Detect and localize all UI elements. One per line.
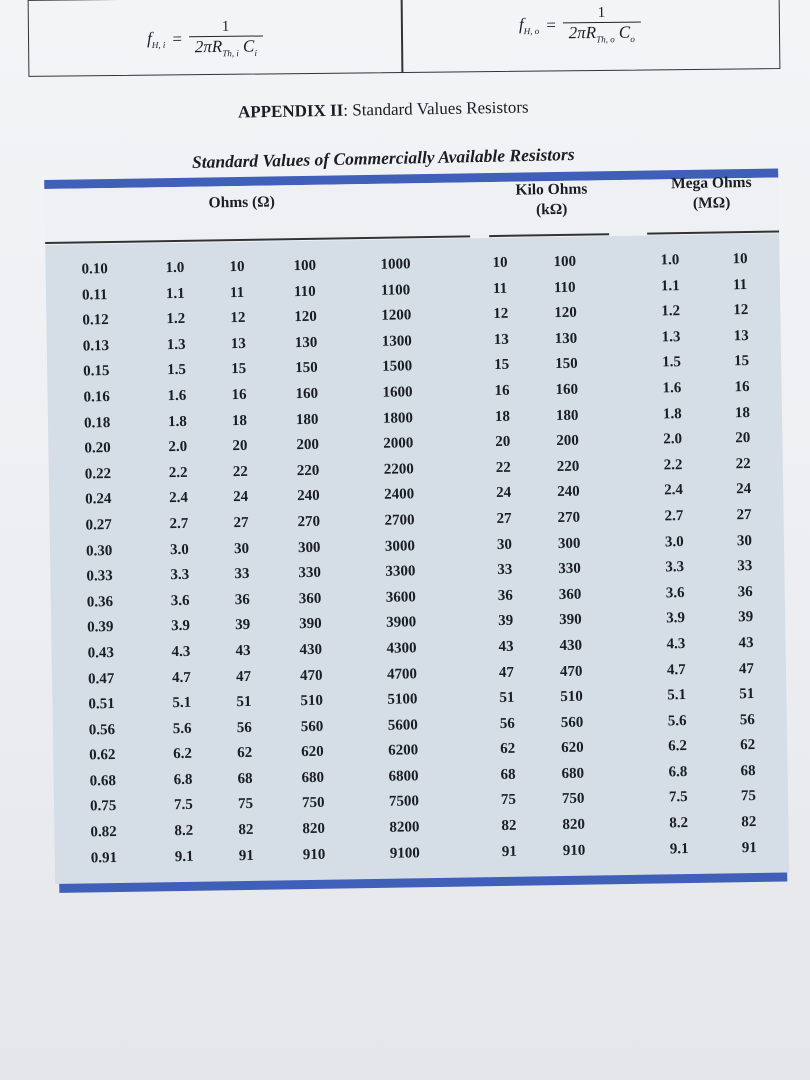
table-cell: 6.8 bbox=[668, 763, 688, 781]
table-cell: 4.3 bbox=[171, 643, 191, 661]
table-cell: 7500 bbox=[388, 793, 420, 811]
table-cell: 620 bbox=[561, 739, 584, 757]
table-cell: 390 bbox=[559, 611, 582, 629]
table-cell: 1.3 bbox=[661, 328, 681, 346]
table-rows bbox=[49, 251, 789, 877]
table-cell: 39 bbox=[738, 609, 754, 626]
table-cell: 120 bbox=[294, 308, 317, 326]
table-cell: 30 bbox=[233, 540, 250, 557]
table-cell: 43 bbox=[235, 642, 251, 660]
table-cell: 300 bbox=[297, 539, 321, 556]
table-cell: 2.0 bbox=[663, 431, 683, 448]
table-cell: 160 bbox=[295, 385, 319, 403]
table-cell: 1300 bbox=[381, 333, 412, 350]
formula-left-fraction bbox=[189, 18, 263, 58]
table-cell: 16 bbox=[494, 382, 510, 399]
table-cell: 1.3 bbox=[166, 336, 186, 353]
table-cell: 12 bbox=[733, 302, 749, 319]
table-cell: 0.56 bbox=[88, 721, 116, 739]
table-cell: 470 bbox=[559, 663, 583, 680]
table-cell: 30 bbox=[736, 532, 753, 549]
table-cell: 36 bbox=[234, 591, 250, 608]
table-cell: 470 bbox=[299, 667, 323, 684]
table-cell: 0.11 bbox=[81, 286, 108, 304]
table-cell: 15 bbox=[231, 361, 247, 378]
table-title: Standard Values of Commercially Available Resistors bbox=[191, 143, 575, 173]
table-cell: 91 bbox=[741, 839, 757, 856]
table-cell: 1.5 bbox=[662, 354, 682, 371]
table-cell: 620 bbox=[301, 744, 324, 761]
table-cell: 33 bbox=[737, 558, 753, 575]
table-cell: 68 bbox=[740, 762, 756, 780]
table-cell: 180 bbox=[555, 407, 579, 424]
table-cell: 5.6 bbox=[667, 712, 687, 730]
table-cell: 3300 bbox=[385, 563, 416, 580]
table-cell: 2700 bbox=[384, 512, 415, 529]
table-cell: 3.3 bbox=[170, 566, 190, 584]
table-cell: 180 bbox=[295, 411, 319, 428]
table-cell: 82 bbox=[501, 817, 517, 835]
table-cell: 8.2 bbox=[669, 815, 689, 832]
table-cell: 6.2 bbox=[173, 746, 193, 763]
table-cell: 91 bbox=[238, 847, 254, 864]
table-cell: 0.24 bbox=[85, 491, 112, 508]
table-cell: 47 bbox=[738, 660, 755, 677]
table-cell: 0.33 bbox=[86, 568, 113, 585]
table-cell: 0.13 bbox=[82, 337, 110, 355]
table-cell: 300 bbox=[557, 535, 581, 552]
table-cell: 4.3 bbox=[666, 635, 686, 653]
table-cell: 91 bbox=[501, 843, 517, 860]
table-cell: 18 bbox=[231, 412, 248, 429]
table-cell: 62 bbox=[500, 741, 516, 758]
table-cell: 0.68 bbox=[89, 772, 117, 790]
table-cell: 360 bbox=[298, 590, 322, 607]
table-cell: 75 bbox=[500, 792, 517, 809]
table-cell: 9.1 bbox=[669, 840, 689, 857]
table-cell: 390 bbox=[299, 616, 322, 633]
table-cell: 16 bbox=[231, 386, 247, 404]
table-cell: 43 bbox=[498, 638, 514, 655]
table-cell: 0.12 bbox=[82, 312, 109, 329]
table-cell: 1.5 bbox=[167, 362, 187, 379]
table-cell: 1800 bbox=[382, 409, 414, 427]
table-cell: 24 bbox=[496, 485, 512, 502]
table-cell: 18 bbox=[494, 408, 511, 425]
table-cell: 27 bbox=[233, 514, 249, 532]
table-cell: 20 bbox=[232, 438, 248, 455]
table-cell: 2.4 bbox=[664, 482, 684, 499]
table-cell: 4300 bbox=[386, 640, 417, 657]
table-cell: 68 bbox=[237, 770, 253, 787]
formula-left-lhs: $f_{H, i}$ bbox=[146, 28, 166, 51]
table-cell: 56 bbox=[236, 719, 252, 736]
table-cell: 3900 bbox=[386, 614, 417, 632]
table-cell: 0.39 bbox=[87, 619, 114, 636]
table-cell: 130 bbox=[294, 334, 318, 351]
table-cell: 3600 bbox=[385, 588, 416, 606]
table-cell: 0.15 bbox=[83, 363, 110, 380]
table-cell: 27 bbox=[496, 510, 512, 527]
table-cell: 0.10 bbox=[81, 261, 108, 278]
table-cell: 0.82 bbox=[90, 824, 117, 841]
table-cell: 820 bbox=[302, 820, 326, 838]
ohms-column-header: Ohms (Ω) bbox=[208, 193, 275, 212]
table-cell: 10 bbox=[732, 251, 748, 268]
table-cell: 1000 bbox=[380, 256, 411, 273]
table-cell: 36 bbox=[497, 587, 513, 604]
table-cell: 75 bbox=[237, 796, 254, 813]
formula-left bbox=[147, 18, 263, 59]
table-cell: 10 bbox=[492, 254, 508, 272]
table-cell: 0.22 bbox=[84, 465, 112, 483]
table-cell: 680 bbox=[561, 765, 585, 782]
table-cell: 1.1 bbox=[660, 277, 680, 294]
table-cell: 62 bbox=[237, 745, 253, 762]
table-cell: 30 bbox=[496, 536, 513, 553]
table-cell: 13 bbox=[733, 327, 749, 345]
table-cell: 0.75 bbox=[89, 798, 117, 815]
table-cell: 11 bbox=[229, 284, 245, 301]
table-cell: 27 bbox=[736, 506, 752, 524]
mega-ohms-column-header: Mega Ohms (MΩ) bbox=[670, 173, 752, 212]
table-cell: 2000 bbox=[383, 435, 414, 452]
formula-right-numerator: 1 bbox=[597, 4, 606, 21]
formula-right-fraction bbox=[562, 5, 640, 45]
formula-table-divider bbox=[401, 0, 403, 72]
kilo-ohms-column-header: Kilo Ohms (kΩ) bbox=[515, 180, 588, 219]
table-cell: 1.1 bbox=[165, 285, 185, 302]
table-cell: 360 bbox=[558, 586, 582, 603]
table-cell: 6200 bbox=[388, 742, 419, 760]
table-cell: 510 bbox=[300, 692, 324, 710]
table-cell: 0.47 bbox=[87, 670, 115, 687]
table-cell: 22 bbox=[232, 463, 248, 480]
table-cell: 12 bbox=[230, 310, 246, 327]
table-cell: 22 bbox=[495, 459, 511, 476]
equals-sign: = bbox=[545, 15, 557, 35]
formula-left-numerator: 1 bbox=[221, 18, 230, 35]
table-cell: 1.6 bbox=[662, 380, 682, 397]
formula-right-lhs: $f_{H, o}$ bbox=[518, 14, 540, 37]
table-cell: 68 bbox=[500, 766, 516, 783]
formula-right bbox=[519, 5, 641, 46]
table-cell: 330 bbox=[558, 560, 581, 578]
table-cell: 5.1 bbox=[172, 694, 192, 712]
table-cell: 6800 bbox=[388, 768, 419, 785]
table-cell: 4.7 bbox=[666, 661, 686, 678]
table-cell: 11 bbox=[732, 276, 748, 293]
table-cell: 16 bbox=[734, 378, 750, 396]
table-cell: 3.6 bbox=[170, 592, 190, 609]
table-cell: 0.51 bbox=[88, 696, 115, 713]
table-cell: 75 bbox=[740, 788, 757, 805]
table-cell: 0.36 bbox=[86, 593, 114, 611]
table-cell: 5.1 bbox=[667, 687, 687, 704]
table-cell: 160 bbox=[555, 381, 579, 399]
table-cell: 3.0 bbox=[664, 533, 684, 550]
table-cell: 3.6 bbox=[665, 584, 685, 602]
table-cell: 130 bbox=[554, 330, 578, 347]
table-cell: 1.2 bbox=[166, 311, 186, 328]
table-cell: 240 bbox=[557, 484, 580, 501]
table-cell: 220 bbox=[296, 462, 320, 479]
table-cell: 110 bbox=[293, 283, 316, 300]
table-cell: 8200 bbox=[389, 819, 420, 836]
table-cell: 200 bbox=[296, 436, 320, 454]
table-cell: 0.30 bbox=[85, 542, 113, 559]
table-cell: 3.3 bbox=[665, 559, 685, 576]
table-cell: 910 bbox=[562, 842, 586, 859]
table-cell: 680 bbox=[301, 769, 325, 786]
table-cell: 0.20 bbox=[84, 440, 111, 457]
table-cell: 1.8 bbox=[167, 413, 187, 430]
table-cell: 560 bbox=[560, 714, 584, 731]
table-cell: 120 bbox=[554, 304, 577, 322]
table-cell: 1500 bbox=[382, 358, 413, 376]
table-cell: 51 bbox=[499, 689, 515, 707]
table-cell: 820 bbox=[562, 816, 586, 834]
resistor-table bbox=[48, 157, 790, 908]
table-cell: 4.7 bbox=[171, 669, 191, 686]
table-cell: 4700 bbox=[386, 665, 418, 683]
table-cell: 510 bbox=[560, 688, 583, 706]
table-cell: 6.2 bbox=[668, 738, 688, 755]
table-cell: 10 bbox=[229, 258, 245, 276]
table-cell: 5100 bbox=[387, 691, 418, 708]
table-cell: 9.1 bbox=[174, 848, 194, 865]
table-cell: 2400 bbox=[384, 486, 415, 504]
table-cell: 110 bbox=[553, 279, 576, 296]
table-cell: 100 bbox=[293, 257, 317, 275]
table-cell: 8.2 bbox=[174, 822, 194, 840]
table-cell: 270 bbox=[557, 509, 581, 526]
table-cell: 39 bbox=[235, 617, 251, 634]
table-cell: 200 bbox=[556, 432, 579, 450]
table-cell: 220 bbox=[556, 458, 580, 475]
table-cell: 39 bbox=[498, 613, 514, 630]
formula-left-denominator: $2\pi R_{Th, i}$ $C_i$ bbox=[189, 35, 263, 58]
table-cell: 12 bbox=[493, 305, 509, 323]
table-cell: 9100 bbox=[389, 844, 420, 862]
table-cell: 36 bbox=[737, 583, 753, 600]
formula-right-denominator: $2\pi R_{Th, o}$ $C_o$ bbox=[563, 22, 641, 45]
table-cell: 47 bbox=[235, 668, 252, 685]
table-cell: 2.2 bbox=[663, 456, 683, 474]
table-cell: 1600 bbox=[382, 384, 413, 401]
table-cell: 750 bbox=[561, 791, 585, 808]
table-cell: 750 bbox=[301, 795, 325, 812]
table-cell: 1.6 bbox=[167, 387, 187, 405]
table-cell: 56 bbox=[499, 715, 515, 732]
table-cell: 1200 bbox=[381, 307, 412, 324]
table-cell: 15 bbox=[494, 357, 510, 374]
table-cell: 51 bbox=[739, 686, 755, 703]
table-cell: 3.0 bbox=[169, 541, 189, 558]
table-cell: 24 bbox=[736, 481, 752, 498]
table-cell: 6.8 bbox=[173, 771, 193, 788]
table-cell: 1.0 bbox=[165, 259, 185, 277]
table-cell: 0.27 bbox=[85, 516, 112, 534]
table-cell: 2.2 bbox=[168, 464, 188, 481]
table-cell: 330 bbox=[298, 564, 322, 582]
table-cell: 43 bbox=[738, 634, 754, 652]
table-cell: 0.18 bbox=[83, 414, 111, 432]
table-cell: 100 bbox=[553, 253, 577, 271]
equals-sign: = bbox=[171, 29, 183, 49]
table-cell: 82 bbox=[238, 821, 254, 839]
table-cell: 22 bbox=[735, 455, 751, 472]
table-cell: 82 bbox=[741, 814, 757, 831]
table-cell: 51 bbox=[236, 693, 252, 711]
table-cell: 5600 bbox=[387, 716, 418, 734]
table-cell: 20 bbox=[495, 433, 511, 451]
table-cell: 3.9 bbox=[666, 610, 686, 627]
table-cell: 2.7 bbox=[169, 515, 189, 533]
table-cell: 1.8 bbox=[662, 405, 682, 422]
formula-table bbox=[28, 0, 781, 77]
table-cell: 33 bbox=[234, 566, 250, 583]
table-cell: 13 bbox=[493, 331, 509, 348]
table-cell: 3000 bbox=[384, 537, 416, 555]
table-cell: 13 bbox=[230, 335, 246, 352]
table-cell: 11 bbox=[492, 280, 508, 297]
table-cell: 2.0 bbox=[168, 439, 188, 456]
table-cell: 1.0 bbox=[660, 252, 680, 269]
table-cell: 0.43 bbox=[87, 644, 115, 662]
table-cell: 7.5 bbox=[173, 797, 193, 814]
table-cell: 33 bbox=[497, 561, 513, 579]
table-cell: 15 bbox=[734, 353, 750, 370]
appendix-heading: APPENDIX II: Standard Values Resistors bbox=[237, 97, 529, 122]
table-cell: 150 bbox=[295, 360, 318, 377]
table-cell: 2.7 bbox=[664, 508, 684, 525]
table-cell: 430 bbox=[299, 641, 323, 659]
table-cell: 0.91 bbox=[90, 849, 118, 867]
table-cell: 560 bbox=[300, 718, 324, 735]
table-cell: 56 bbox=[739, 711, 755, 728]
table-cell: 47 bbox=[498, 664, 515, 681]
table-cell: 1100 bbox=[380, 281, 411, 299]
table-cell: 3.9 bbox=[171, 618, 191, 635]
table-cell: 910 bbox=[302, 846, 326, 863]
table-cell: 430 bbox=[559, 637, 583, 654]
table-cell: 240 bbox=[297, 488, 320, 505]
table-cell: 0.16 bbox=[83, 389, 110, 406]
table-cell: 150 bbox=[555, 356, 578, 373]
table-cell: 0.62 bbox=[89, 747, 116, 764]
table-cell: 2200 bbox=[383, 461, 414, 478]
table-cell: 20 bbox=[735, 430, 751, 447]
table-cell: 62 bbox=[740, 737, 756, 754]
table-cell: 270 bbox=[297, 513, 321, 531]
table-cell: 18 bbox=[734, 404, 751, 421]
table-cell: 5.6 bbox=[172, 720, 192, 737]
table-cell: 1.2 bbox=[661, 303, 681, 320]
table-cell: 2.4 bbox=[169, 490, 189, 507]
table-cell: 7.5 bbox=[668, 789, 688, 806]
table-cell: 24 bbox=[233, 489, 249, 506]
